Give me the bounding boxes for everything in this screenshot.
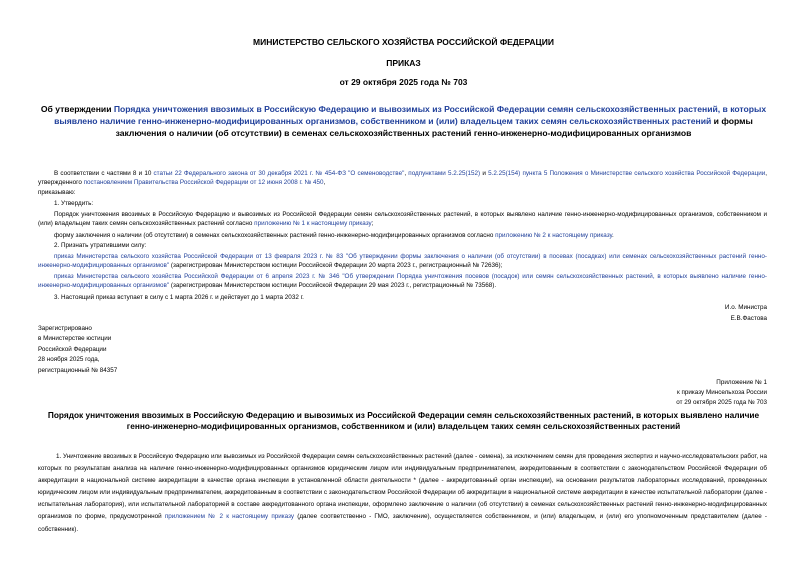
procedure-text-end: (далее соответственно - ГМО, заключение), осуществляется собственником, и (или) владельцем, и (или) его уполномоченным представителем (далее - собственник).: [38, 513, 768, 533]
appendix-date: от 29 октября 2025 года № 703: [676, 399, 767, 406]
decree-link[interactable]: постановлением Правительства Российской Федерации от 12 июня 2008 г. № 450: [83, 179, 324, 186]
procedure-paragraph-1: [38, 451, 767, 536]
doc-subject: [40, 103, 767, 139]
doc-type: ПРИКАЗ: [386, 58, 421, 68]
appendix-title: Порядок уничтожения ввозимых в Российскую Федерацию и вывозимых из Российской Федерации семян сельскохозяйственных растений, в которых выявлено наличие генно-инженерно-модифицированных организмов, собственником и (или) владельцем таких семян сельскохозяйственных растений: [47, 410, 760, 431]
order-word: приказываю:: [38, 189, 76, 196]
item-2: 2. Признать утратившими силу:: [54, 242, 147, 249]
subpoint-link-152[interactable]: подпунктами 5.2.25(152): [408, 170, 481, 177]
preamble-text-5: ,: [323, 179, 326, 186]
registration-line: Российской Федерации: [38, 345, 107, 353]
preamble-text-3: и: [480, 170, 489, 177]
item-1a: [38, 210, 767, 228]
item-2b-text: (зарегистрирован Министерством юстиции Российской Федерации 29 мая 2023 г., регистрационный № 73568).: [169, 282, 497, 289]
item-3: 3. Настоящий приказ вступает в силу с 1 марта 2026 г. и действует до 1 марта 2032 г.: [54, 294, 304, 301]
law-link[interactable]: статьи 22 Федерального закона от 30 декабря 2021 г. № 454-ФЗ "О семеноводстве": [153, 170, 405, 177]
item-1b: [54, 231, 614, 240]
item-1b-end: .: [612, 232, 614, 239]
doc-date: от 29 октября 2025 года № 703: [339, 77, 468, 87]
item-1a-end: ;: [371, 220, 374, 227]
item-2b: [38, 272, 767, 290]
registration-block: [38, 324, 117, 376]
item-1b-text: форму заключения о наличии (об отсутствии) в семенах сельскохозяйственных растений генно-инженерно-модифицированных организмов согласно: [54, 232, 496, 239]
registration-line: Зарегистрировано: [38, 325, 92, 332]
item-2a-text: (зарегистрирован Министерством юстиции Российской Федерации 20 марта 2023 г., регистрационный № 72636);: [169, 262, 503, 269]
subject-link[interactable]: Порядка уничтожения ввозимых в Российскую Федерацию и вывозимых из Российской Федерации семян сельскохозяйственных растений, в которых выявлено наличие генно-инженерно-модифицированных организмов, собственником и (или) владельцем таких семян сельскохозяйственных растений: [54, 104, 767, 126]
registration-line: регистрационный № 84357: [38, 366, 118, 374]
item-2a: [38, 252, 767, 270]
subject-suffix: и формы заключения о наличии (об отсутствии) в семенах сельскохозяйственных растений генно-инженерно-модифицированных организмов: [115, 116, 753, 138]
item-1a-text: Порядок уничтожения ввозимых в Российскую Федерацию и вывозимых из Российской Федерации семян сельскохозяйственных растений, в которых выявлено наличие генно-инженерно-модифицированных организмов, собственником и (или) владельцем таких семян сельскохозяйственных растений согласно: [38, 211, 767, 227]
signatory-name: Е.В.Фастова: [730, 315, 767, 322]
regulation-link[interactable]: 5.2.25(154) пункта 5 Положения о Министерстве сельского хозяйства Российской Федерации: [488, 170, 766, 177]
preamble-text-1: В соответствии с частями 8 и 10: [54, 170, 154, 177]
appendix-2-link[interactable]: приложению № 2 к настоящему приказу: [495, 232, 613, 239]
registration-line: 28 ноября 2025 года,: [38, 356, 100, 364]
subject-prefix: Об утверждении: [40, 104, 114, 114]
appendix-2-ref-link[interactable]: приложением № 2 к настоящему приказу: [164, 513, 295, 521]
preamble: [38, 169, 767, 187]
preamble-text-2: ,: [404, 170, 409, 177]
item-1: 1. Утвердить:: [54, 200, 94, 207]
procedure-text: 1. Уничтожение ввозимых в Российскую Федерацию или вывозимых из Российской Федерации семян сельскохозяйственных растений (далее - семена), за исключением семян для проведения экспертиз и научно-исследовательских работ, на которых по результатам анализа на наличие генно-инженерно-модифицированных организмов юридическим лицом или индивидуальным предпринимателем, аккредитованным в соответствии с законодательством Российской Федерации об аккредитации в национальной системе аккредитации в качестве органа инспекции в установленной области деятельности * (далее - аккредитованный орган инспекции), на основании результатов лабораторных исследований, проведенных юридическим лицом или индивидуальным предпринимателем, аккредитованным в соответствии с законодательством Российской Федерации об аккредитации в национальной системе аккредитации в качестве испытательной лаборатории (далее - испытательная лаборатория), или испытательной лабораторией в составе аккредитованного органа инспекции, оформлено заключение о наличии (об отсутствии) в семенах сельскохозяйственных растений генно-инженерно-модифицированных организмов по форме, предусмотренной: [38, 453, 767, 521]
registration-line: в Министерстве юстиции: [38, 335, 112, 343]
ministry-title: МИНИСТЕРСТВО СЕЛЬСКОГО ХОЗЯЙСТВА РОССИЙСКОЙ ФЕДЕРАЦИИ: [253, 37, 554, 47]
order-83-link[interactable]: приказ Министерства сельского хозяйства Российской Федерации от 13 февраля 2023 г. № 83 "Об утверждении формы заключения о наличии (об отсутствии) в посевах (посадках) или семенах сельскохозяйственных растений генно-инженерно-модифицированных организмов": [38, 253, 767, 269]
appendix-ref: к приказу Минсельхоза России: [676, 389, 767, 396]
order-346-link[interactable]: приказ Министерства сельского хозяйства Российской Федерации от 6 апреля 2023 г. № 346 "Об утверждении Порядка уничтожения посевов (посадок) или семян сельскохозяйственных растений, в которых выявлено наличие генно-инженерно-модифицированных организмов": [38, 273, 767, 289]
appendix-label: Приложение № 1: [716, 379, 767, 386]
preamble-text-4: , утвержденного: [38, 170, 768, 186]
appendix-1-link[interactable]: приложению № 1 к настоящему приказу: [254, 220, 372, 227]
signatory-role: И.о. Министра: [724, 304, 767, 311]
